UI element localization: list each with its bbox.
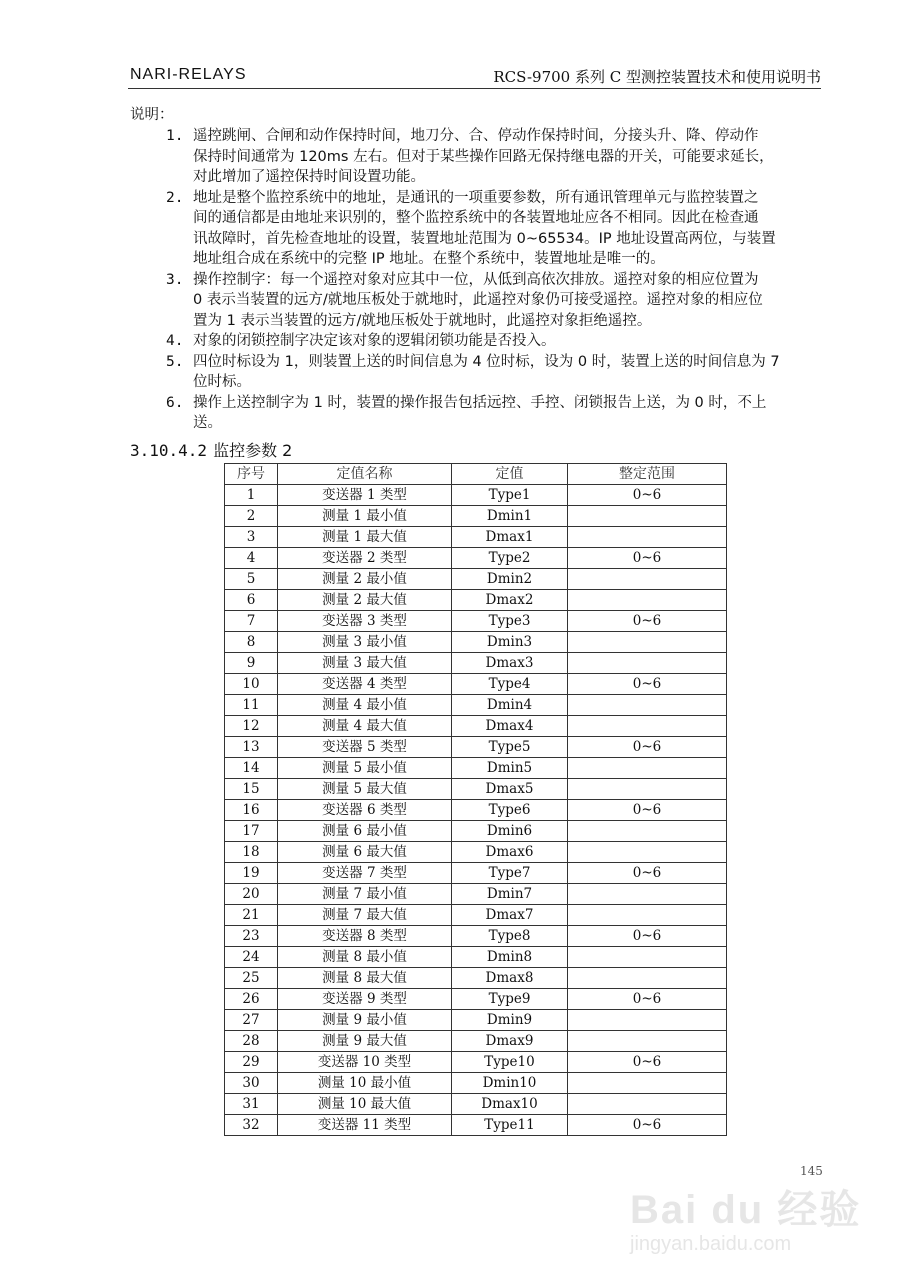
cell-index: 8 (225, 632, 278, 653)
cell-index: 23 (225, 926, 278, 947)
note-line: 遥控跳闸、合闸和动作保持时间，地刀分、合、停动作保持时间，分接头升、降、停动作 (193, 128, 759, 144)
header-divider (128, 88, 821, 89)
watermark-brand: Bai du 经验 (630, 1188, 862, 1232)
cell-value: Type6 (452, 800, 568, 821)
cell-range: 0~6 (568, 989, 727, 1010)
cell-range (568, 569, 727, 590)
cell-range (568, 1094, 727, 1115)
table-row (225, 485, 727, 506)
baidu-watermark-logo (630, 1190, 861, 1254)
table-row (225, 884, 727, 905)
note-line: 对象的闭锁控制字决定该对象的逻辑闭锁功能是否投入。 (193, 333, 556, 349)
cell-name: 变送器 4 类型 (278, 674, 452, 695)
cell-range (568, 842, 727, 863)
cell-name: 测量 4 最大值 (278, 716, 452, 737)
cell-index: 12 (225, 716, 278, 737)
table-row (225, 548, 727, 569)
cell-range (568, 758, 727, 779)
note-text (193, 126, 774, 188)
cell-index: 2 (225, 506, 278, 527)
notes-heading: 说明： (130, 107, 174, 123)
cell-name: 变送器 8 类型 (278, 926, 452, 947)
watermark-url: jingyan.baidu.com (630, 1233, 792, 1255)
cell-range: 0~6 (568, 674, 727, 695)
note-text (193, 188, 776, 270)
cell-name: 变送器 7 类型 (278, 863, 452, 884)
cell-range (568, 905, 727, 926)
cell-name: 测量 8 最小值 (278, 947, 452, 968)
table-row (225, 1010, 727, 1031)
note-item (166, 270, 826, 332)
cell-name: 测量 2 最小值 (278, 569, 452, 590)
cell-range (568, 968, 727, 989)
table-row (225, 800, 727, 821)
cell-index: 26 (225, 989, 278, 1010)
note-text (193, 393, 766, 434)
cell-range: 0~6 (568, 926, 727, 947)
section-heading (130, 441, 292, 460)
cell-name: 变送器 1 类型 (278, 485, 452, 506)
table-row (225, 1052, 727, 1073)
cell-index: 32 (225, 1115, 278, 1136)
cell-name: 变送器 9 类型 (278, 989, 452, 1010)
cell-index: 31 (225, 1094, 278, 1115)
cell-range (568, 947, 727, 968)
cell-value: Dmax9 (452, 1031, 568, 1052)
header-brand: NARI-RELAYS (130, 66, 247, 83)
note-line: 对此增加了遥控保持时间设置功能。 (193, 169, 425, 185)
cell-value: Dmin9 (452, 1010, 568, 1031)
table-row (225, 905, 727, 926)
note-line: 送。 (193, 415, 222, 431)
table-row (225, 779, 727, 800)
cell-value: Dmax2 (452, 590, 568, 611)
note-line: 保持时间通常为 120ms 左右。但对于某些操作回路无保持继电器的开关，可能要求延长， (193, 148, 774, 165)
cell-value: Dmax6 (452, 842, 568, 863)
cell-value: Type3 (452, 611, 568, 632)
table-row (225, 758, 727, 779)
note-text (193, 352, 780, 393)
cell-name: 测量 3 最小值 (278, 632, 452, 653)
cell-name: 测量 5 最大值 (278, 779, 452, 800)
cell-index: 6 (225, 590, 278, 611)
note-line: 置为 1 表示当装置的远方/就地压板处于就地时，此遥控对象拒绝遥控。 (193, 312, 652, 329)
note-number: 5. (166, 353, 184, 370)
cell-value: Type7 (452, 863, 568, 884)
cell-range: 0~6 (568, 737, 727, 758)
note-number: 1. (166, 128, 184, 144)
cell-name: 测量 4 最小值 (278, 695, 452, 716)
cell-index: 14 (225, 758, 278, 779)
cell-value: Dmax10 (452, 1094, 568, 1115)
table-row (225, 1031, 727, 1052)
cell-value: Dmax8 (452, 968, 568, 989)
header-document-title: RCS-9700 系列 C 型测控装置技术和使用说明书 (493, 68, 821, 86)
cell-name: 测量 7 最小值 (278, 884, 452, 905)
cell-index: 15 (225, 779, 278, 800)
note-line: 四位时标设为 1，则装置上送的时间信息为 4 位时标，设为 0 时，装置上送的时间信息为 7 (193, 353, 780, 370)
cell-name: 测量 6 最大值 (278, 842, 452, 863)
parameter-table (224, 463, 727, 1136)
column-header-name: 定值名称 (278, 464, 452, 485)
table-row (225, 1073, 727, 1094)
column-header-range: 整定范围 (568, 464, 727, 485)
cell-range: 0~6 (568, 548, 727, 569)
table-row (225, 821, 727, 842)
cell-name: 测量 10 最小值 (278, 1073, 452, 1094)
cell-value: Dmin8 (452, 947, 568, 968)
cell-range: 0~6 (568, 611, 727, 632)
note-line: 操作上送控制字为 1 时，装置的操作报告包括远控、手控、闭锁报告上送，为 0 时，不上 (193, 394, 767, 411)
note-item (166, 126, 826, 188)
cell-name: 测量 6 最小值 (278, 821, 452, 842)
cell-range (568, 695, 727, 716)
cell-name: 测量 7 最大值 (278, 905, 452, 926)
cell-index: 19 (225, 863, 278, 884)
cell-value: Dmax1 (452, 527, 568, 548)
cell-value: Dmin10 (452, 1073, 568, 1094)
table-row (225, 842, 727, 863)
table-row (225, 968, 727, 989)
cell-value: Type2 (452, 548, 568, 569)
cell-name: 测量 9 最大值 (278, 1031, 452, 1052)
note-line: 位时标。 (193, 374, 251, 390)
note-line: 地址是整个监控系统中的地址，是通讯的一项重要参数，所有通讯管理单元与监控装置之 (193, 189, 759, 206)
cell-index: 18 (225, 842, 278, 863)
cell-name: 测量 9 最小值 (278, 1010, 452, 1031)
table-row (225, 527, 727, 548)
cell-range (568, 779, 727, 800)
cell-value: Dmin4 (452, 695, 568, 716)
note-line: 间的通信都是由地址来识别的，整个监控系统中的各装置地址应各不相同。因此在检查通 (193, 210, 759, 226)
cell-range: 0~6 (568, 485, 727, 506)
cell-value: Type10 (452, 1052, 568, 1073)
cell-index: 30 (225, 1073, 278, 1094)
cell-name: 测量 10 最大值 (278, 1094, 452, 1115)
table-row (225, 569, 727, 590)
cell-name: 测量 1 最小值 (278, 506, 452, 527)
page-number: 145 (800, 1164, 823, 1178)
table-row (225, 695, 727, 716)
cell-name: 测量 2 最大值 (278, 590, 452, 611)
table-row (225, 737, 727, 758)
cell-range (568, 653, 727, 674)
cell-value: Dmin3 (452, 632, 568, 653)
cell-index: 5 (225, 569, 278, 590)
cell-index: 17 (225, 821, 278, 842)
cell-range (568, 1073, 727, 1094)
table-row (225, 863, 727, 884)
cell-index: 28 (225, 1031, 278, 1052)
cell-index: 13 (225, 737, 278, 758)
cell-name: 变送器 11 类型 (278, 1115, 452, 1136)
note-number: 3. (166, 271, 184, 288)
column-header-index: 序号 (225, 464, 278, 485)
cell-value: Dmin7 (452, 884, 568, 905)
cell-name: 测量 3 最大值 (278, 653, 452, 674)
note-line: 讯故障时，首先检查地址的设置，装置地址范围为 0~65534。IP 地址设置高两位，与装置 (193, 230, 776, 247)
cell-value: Dmax4 (452, 716, 568, 737)
cell-value: Dmax7 (452, 905, 568, 926)
section-title: 监控参数 2 (213, 441, 293, 460)
cell-name: 变送器 10 类型 (278, 1052, 452, 1073)
cell-value: Dmin5 (452, 758, 568, 779)
cell-name: 变送器 2 类型 (278, 548, 452, 569)
notes-list (166, 126, 826, 434)
table-row (225, 590, 727, 611)
cell-value: Dmax5 (452, 779, 568, 800)
note-text (193, 331, 556, 352)
table-row (225, 611, 727, 632)
cell-range (568, 716, 727, 737)
table-row (225, 1115, 727, 1136)
cell-index: 29 (225, 1052, 278, 1073)
table-header-row (225, 464, 727, 485)
cell-index: 7 (225, 611, 278, 632)
table-row (225, 1094, 727, 1115)
cell-range (568, 632, 727, 653)
note-item (166, 393, 826, 434)
cell-value: Type11 (452, 1115, 568, 1136)
cell-name: 测量 8 最大值 (278, 968, 452, 989)
cell-range (568, 821, 727, 842)
table-row (225, 653, 727, 674)
table-row (225, 716, 727, 737)
table-row (225, 926, 727, 947)
cell-value: Dmin6 (452, 821, 568, 842)
cell-value: Dmin2 (452, 569, 568, 590)
cell-index: 20 (225, 884, 278, 905)
cell-value: Type4 (452, 674, 568, 695)
cell-index: 9 (225, 653, 278, 674)
cell-range: 0~6 (568, 1052, 727, 1073)
cell-range: 0~6 (568, 1115, 727, 1136)
note-number: 2. (166, 189, 184, 206)
note-line: 操作控制字：每一个遥控对象对应其中一位，从低到高依次排放。遥控对象的相应位置为 (193, 271, 759, 288)
cell-value: Dmin1 (452, 506, 568, 527)
cell-index: 11 (225, 695, 278, 716)
cell-index: 25 (225, 968, 278, 989)
cell-range: 0~6 (568, 863, 727, 884)
cell-name: 测量 5 最小值 (278, 758, 452, 779)
note-line: 地址组合成在系统中的完整 IP 地址。在整个系统中，装置地址是唯一的。 (193, 251, 665, 267)
cell-value: Type5 (452, 737, 568, 758)
note-number: 6. (166, 394, 184, 411)
cell-range: 0~6 (568, 800, 727, 821)
cell-index: 10 (225, 674, 278, 695)
note-number: 4. (166, 333, 184, 349)
cell-index: 4 (225, 548, 278, 569)
cell-range (568, 1031, 727, 1052)
cell-name: 变送器 3 类型 (278, 611, 452, 632)
table-row (225, 947, 727, 968)
table-row (225, 506, 727, 527)
cell-index: 24 (225, 947, 278, 968)
cell-value: Type1 (452, 485, 568, 506)
cell-index: 21 (225, 905, 278, 926)
table-row (225, 674, 727, 695)
note-item (166, 331, 826, 352)
cell-index: 16 (225, 800, 278, 821)
cell-name: 变送器 5 类型 (278, 737, 452, 758)
cell-name: 变送器 6 类型 (278, 800, 452, 821)
note-line: 0 表示当装置的远方/就地压板处于就地时，此遥控对象仍可接受遥控。遥控对象的相应位 (193, 292, 763, 308)
cell-name: 测量 1 最大值 (278, 527, 452, 548)
cell-value: Type8 (452, 926, 568, 947)
cell-range (568, 506, 727, 527)
cell-value: Type9 (452, 989, 568, 1010)
cell-range (568, 884, 727, 905)
section-number: 3.10.4.2 (130, 441, 208, 460)
table-row (225, 989, 727, 1010)
note-item (166, 188, 826, 270)
table-row (225, 632, 727, 653)
cell-range (568, 590, 727, 611)
cell-index: 3 (225, 527, 278, 548)
note-text (193, 270, 763, 332)
cell-index: 1 (225, 485, 278, 506)
column-header-value: 定值 (452, 464, 568, 485)
cell-range (568, 527, 727, 548)
cell-value: Dmax3 (452, 653, 568, 674)
cell-index: 27 (225, 1010, 278, 1031)
cell-range (568, 1010, 727, 1031)
note-item (166, 352, 826, 393)
